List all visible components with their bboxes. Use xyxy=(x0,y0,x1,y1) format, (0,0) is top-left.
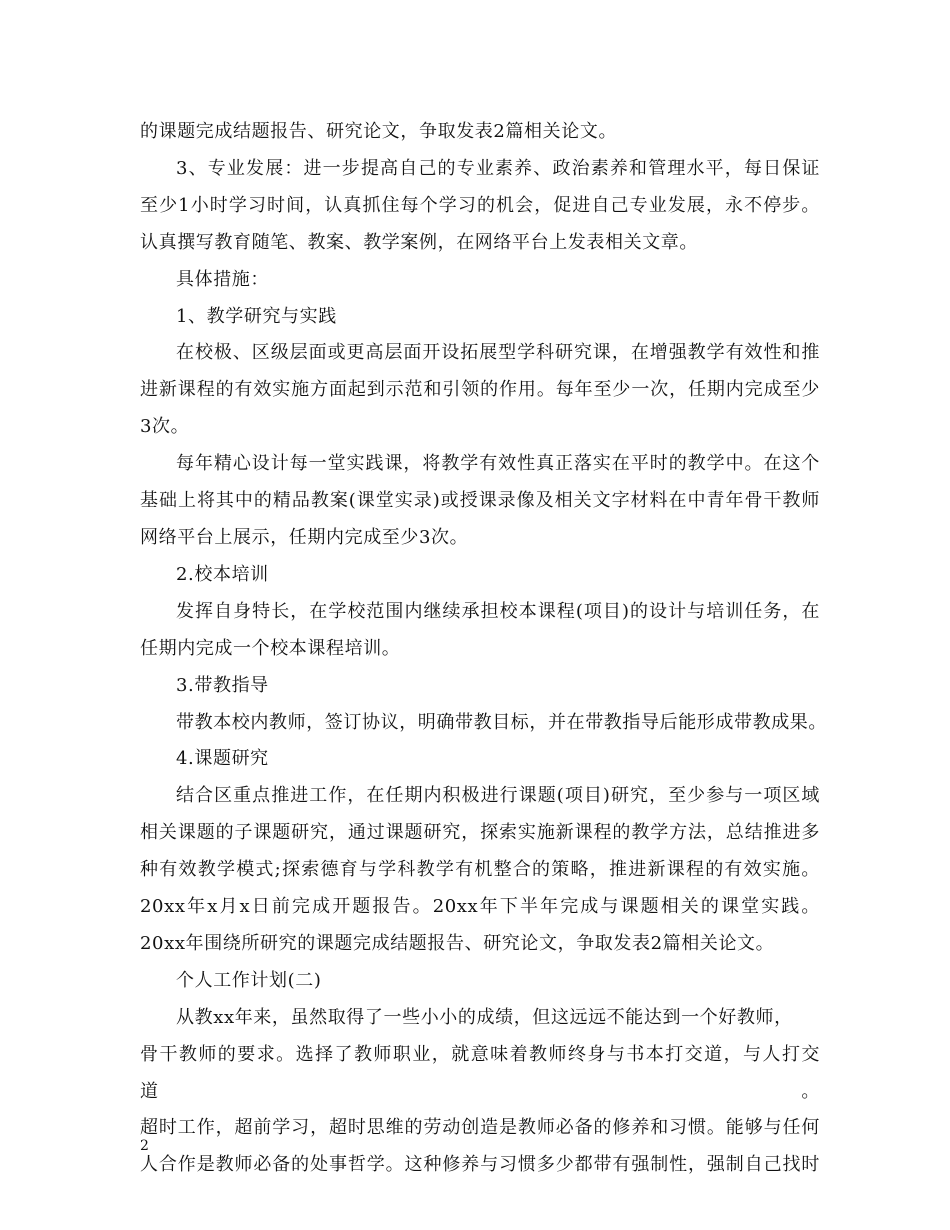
page-number: 2 xyxy=(140,1138,149,1154)
text-line: 3次。 xyxy=(140,416,190,438)
section-heading: 个人工作计划(二) xyxy=(176,969,322,991)
text-line: 任期内完成一个校本课程培训。 xyxy=(140,637,401,659)
text-line: 结合区重点推进工作，在任期内积极进行课题(项目)研究，至少参与一项区域 xyxy=(176,785,820,807)
text-line: 进新课程的有效实施方面起到示范和引领的作用。每年至少一次，任期内完成至少 xyxy=(140,379,820,401)
text-line: 超时工作，超前学习，超时思维的劳动创造是教师必备的修养和习惯。能够与任何 xyxy=(140,1117,820,1139)
section-heading: 4.课题研究 xyxy=(176,748,269,770)
text-line: 带教本校内教师，签订协议，明确带教目标，并在带教指导后能形成带教成果。 xyxy=(176,711,827,733)
text-line: 20xx年x月x日前完成开题报告。20xx年下半年完成与课题相关的课堂实践。 xyxy=(140,896,820,918)
section-label: 具体措施： xyxy=(176,268,269,290)
text-line: 种有效教学模式;探索德育与学科教学有机整合的策略，推进新课程的有效实施。 xyxy=(140,859,820,881)
text-line: 从教xx年来，虽然取得了一些小小的成绩，但这远远不能达到一个好教师， xyxy=(176,1006,793,1028)
text-line: 每年精心设计每一堂实践课，将教学有效性真正落实在平时的教学中。在这个 xyxy=(176,453,820,475)
section-heading: 1、教学研究与实践 xyxy=(176,305,337,327)
text-line: 发挥自身特长，在学校范围内继续承担校本课程(项目)的设计与培训任务，在 xyxy=(176,600,820,622)
text-line: 骨干教师的要求。选择了教师职业，就意味着教师终身与书本打交道，与人打交道。 xyxy=(140,1043,820,1102)
text-line: 至少1小时学习时间，认真抓住每个学习的机会，促进自己专业发展，永不停步。 xyxy=(140,194,820,216)
text-line: 人合作是教师必备的处事哲学。这种修养与习惯多少都带有强制性，强制自己找时 xyxy=(140,1154,820,1176)
section-heading: 2.校本培训 xyxy=(176,563,269,585)
text-line: 的课题完成结题报告、研究论文，争取发表2篇相关论文。 xyxy=(140,121,618,142)
text-line: 基础上将其中的精品教案(课堂实录)或授课录像及相关文字材料在中青年骨干教师 xyxy=(140,490,820,512)
section-heading: 3.带教指导 xyxy=(176,674,269,696)
text-line: 网络平台上展示，任期内完成至少3次。 xyxy=(140,526,469,548)
text-line: 3、专业发展：进一步提高自己的专业素养、政治素养和管理水平，每日保证 xyxy=(176,157,820,179)
text-line: 认真撰写教育随笔、教案、教学案例，在网络平台上发表相关文章。 xyxy=(140,231,698,253)
body-text xyxy=(140,114,827,1184)
text-line: 在校极、区级层面或更高层面开设拓展型学科研究课，在增强教学有效性和推 xyxy=(176,342,820,364)
text-line: 20xx年围绕所研究的课题完成结题报告、研究论文，争取发表2篇相关论文。 xyxy=(140,932,775,954)
text-line: 相关课题的子课题研究，通过课题研究，探索实施新课程的教学方法，总结推进多 xyxy=(140,822,820,844)
